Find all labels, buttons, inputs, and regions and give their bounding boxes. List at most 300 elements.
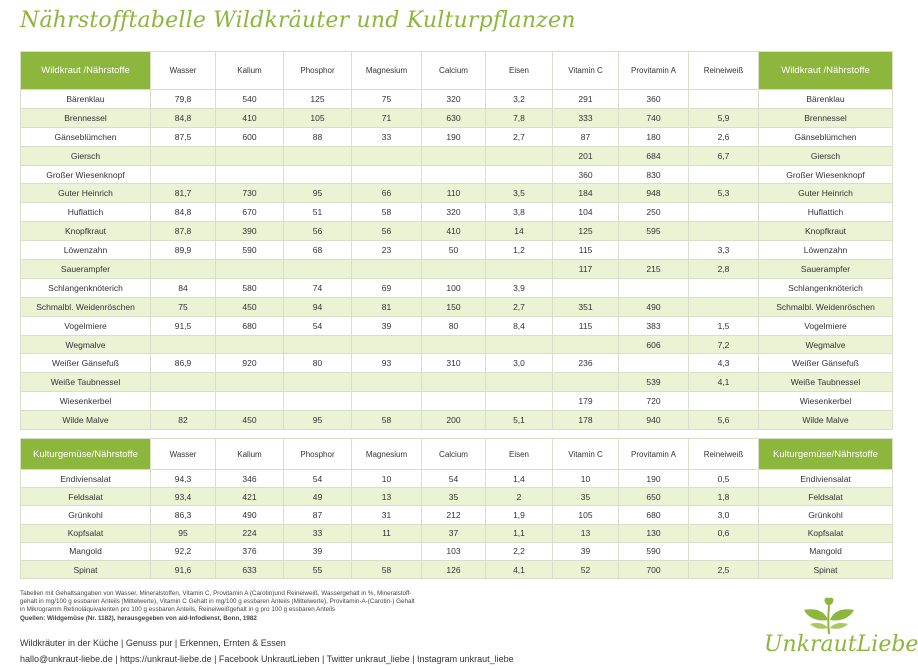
table-row	[21, 373, 893, 392]
name-column-header: Kulturgemüse/Nährstoffe	[21, 439, 151, 470]
value-cell: 2,7	[486, 127, 553, 146]
value-cell	[151, 373, 216, 392]
value-cell: 54	[284, 470, 352, 488]
value-cell: 390	[216, 222, 284, 241]
value-cell: 84,8	[151, 108, 216, 127]
value-cell: 360	[619, 90, 689, 109]
value-cell: 410	[216, 108, 284, 127]
value-cell: 421	[216, 488, 284, 506]
row-name-cell: Knopfkraut	[21, 222, 151, 241]
table-header-row	[21, 52, 893, 90]
value-cell: 74	[284, 278, 352, 297]
value-cell	[486, 392, 553, 411]
value-cell: 680	[216, 316, 284, 335]
row-name-cell: Endiviensalat	[21, 470, 151, 488]
table-row	[21, 203, 893, 222]
name-column-header: Wildkraut /Nährstoffe	[21, 52, 151, 90]
column-header: Provitamin A	[619, 439, 689, 470]
value-cell	[216, 146, 284, 165]
row-name-cell: Grünkohl	[759, 506, 893, 524]
value-cell: 179	[553, 392, 619, 411]
row-name-cell: Kopfsalat	[759, 524, 893, 542]
row-name-cell: Brennessel	[21, 108, 151, 127]
value-cell: 720	[619, 392, 689, 411]
value-cell	[151, 335, 216, 354]
value-cell: 590	[619, 542, 689, 560]
value-cell	[352, 392, 422, 411]
footnote-source: Quellen: Wildgemüse (Nr. 1182), herausgegeben von aid-Infodienst, Bonn, 1982	[20, 614, 257, 622]
value-cell: 4,3	[689, 354, 759, 373]
value-cell: 79,8	[151, 90, 216, 109]
value-cell: 52	[553, 560, 619, 578]
value-cell: 0,6	[689, 524, 759, 542]
value-cell: 376	[216, 542, 284, 560]
value-cell: 80	[422, 316, 486, 335]
value-cell: 920	[216, 354, 284, 373]
value-cell: 94,3	[151, 470, 216, 488]
value-cell: 95	[284, 184, 352, 203]
value-cell: 87	[284, 506, 352, 524]
table-row	[21, 241, 893, 260]
value-cell: 212	[422, 506, 486, 524]
value-cell: 91,6	[151, 560, 216, 578]
value-cell: 383	[619, 316, 689, 335]
value-cell	[151, 260, 216, 279]
value-cell: 39	[553, 542, 619, 560]
value-cell	[422, 146, 486, 165]
value-cell: 75	[352, 90, 422, 109]
value-cell: 39	[352, 316, 422, 335]
value-cell: 320	[422, 90, 486, 109]
column-header: Calcium	[422, 52, 486, 90]
table-row	[21, 127, 893, 146]
row-name-cell: Weißer Gänsefuß	[759, 354, 893, 373]
value-cell: 8,4	[486, 316, 553, 335]
value-cell: 3,8	[486, 203, 553, 222]
value-cell: 88	[284, 127, 352, 146]
table-row	[21, 524, 893, 542]
column-header: Phosphor	[284, 439, 352, 470]
column-header: Vitamin C	[553, 439, 619, 470]
row-name-cell: Giersch	[759, 146, 893, 165]
value-cell: 3,2	[486, 90, 553, 109]
row-name-cell: Weißer Gänsefuß	[21, 354, 151, 373]
value-cell	[689, 392, 759, 411]
value-cell: 580	[216, 278, 284, 297]
value-cell	[422, 392, 486, 411]
value-cell: 13	[553, 524, 619, 542]
footnote	[20, 590, 520, 623]
column-header: Vitamin C	[553, 52, 619, 90]
column-header: Kalium	[216, 52, 284, 90]
row-name-cell: Vogelmiere	[21, 316, 151, 335]
table-header-row	[21, 439, 893, 470]
value-cell: 54	[284, 316, 352, 335]
value-cell	[553, 335, 619, 354]
value-cell: 33	[352, 127, 422, 146]
kulturgemuese-nutrient-table	[20, 438, 893, 579]
value-cell: 190	[619, 470, 689, 488]
value-cell: 92,2	[151, 542, 216, 560]
value-cell: 49	[284, 488, 352, 506]
value-cell: 333	[553, 108, 619, 127]
row-name-cell: Löwenzahn	[21, 241, 151, 260]
row-name-cell: Wilde Malve	[759, 411, 893, 430]
value-cell: 71	[352, 108, 422, 127]
value-cell: 2	[486, 488, 553, 506]
value-cell: 5,1	[486, 411, 553, 430]
value-cell: 600	[216, 127, 284, 146]
value-cell	[486, 335, 553, 354]
value-cell: 680	[619, 506, 689, 524]
value-cell	[284, 335, 352, 354]
value-cell: 81,7	[151, 184, 216, 203]
value-cell	[486, 146, 553, 165]
value-cell: 50	[422, 241, 486, 260]
row-name-cell: Guter Heinrich	[21, 184, 151, 203]
value-cell: 1,1	[486, 524, 553, 542]
table-row	[21, 184, 893, 203]
value-cell: 2,2	[486, 542, 553, 560]
value-cell: 590	[216, 241, 284, 260]
value-cell: 87,5	[151, 127, 216, 146]
value-cell: 115	[553, 316, 619, 335]
value-cell: 224	[216, 524, 284, 542]
value-cell: 95	[151, 524, 216, 542]
table-row	[21, 260, 893, 279]
value-cell: 39	[284, 542, 352, 560]
value-cell: 539	[619, 373, 689, 392]
table-row	[21, 278, 893, 297]
value-cell: 310	[422, 354, 486, 373]
value-cell: 595	[619, 222, 689, 241]
value-cell	[422, 335, 486, 354]
value-cell: 360	[553, 165, 619, 184]
table-row	[21, 542, 893, 560]
row-name-cell: Bärenklau	[759, 90, 893, 109]
table-row	[21, 560, 893, 578]
value-cell: 93,4	[151, 488, 216, 506]
value-cell	[689, 278, 759, 297]
table-row	[21, 470, 893, 488]
value-cell: 87,8	[151, 222, 216, 241]
row-name-cell: Wilde Malve	[21, 411, 151, 430]
value-cell	[216, 392, 284, 411]
value-cell: 351	[553, 297, 619, 316]
value-cell: 200	[422, 411, 486, 430]
value-cell: 69	[352, 278, 422, 297]
column-header: Phosphor	[284, 52, 352, 90]
row-name-cell: Vogelmiere	[759, 316, 893, 335]
table-row	[21, 392, 893, 411]
value-cell: 86,9	[151, 354, 216, 373]
value-cell	[216, 165, 284, 184]
value-cell	[689, 165, 759, 184]
row-name-cell: Endiviensalat	[759, 470, 893, 488]
value-cell	[352, 542, 422, 560]
value-cell	[689, 222, 759, 241]
value-cell: 5,9	[689, 108, 759, 127]
row-name-cell: Bärenklau	[21, 90, 151, 109]
page-title: Nährstofftabelle Wildkräuter und Kulturpflanzen	[20, 8, 576, 33]
value-cell	[151, 165, 216, 184]
value-cell: 291	[553, 90, 619, 109]
value-cell: 7,8	[486, 108, 553, 127]
value-cell	[352, 165, 422, 184]
table-row	[21, 90, 893, 109]
row-name-cell: Feldsalat	[759, 488, 893, 506]
value-cell: 56	[284, 222, 352, 241]
value-cell: 33	[284, 524, 352, 542]
footer-tagline: Wildkräuter in der Küche | Genuss pur | Erkennen, Ernten & Essen	[20, 638, 286, 648]
table-row	[21, 165, 893, 184]
value-cell	[216, 335, 284, 354]
row-name-cell: Schlangenknöterich	[759, 278, 893, 297]
value-cell	[422, 260, 486, 279]
row-name-cell: Schmalbl. Weidenröschen	[759, 297, 893, 316]
value-cell: 1,9	[486, 506, 553, 524]
value-cell	[151, 392, 216, 411]
value-cell: 2,6	[689, 127, 759, 146]
row-name-cell: Sauerampfer	[759, 260, 893, 279]
row-name-cell: Schmalbl. Weidenröschen	[21, 297, 151, 316]
value-cell: 830	[619, 165, 689, 184]
value-cell	[689, 542, 759, 560]
value-cell: 633	[216, 560, 284, 578]
value-cell: 104	[553, 203, 619, 222]
row-name-cell: Wiesenkerbel	[759, 392, 893, 411]
unkrautliebe-logo	[764, 598, 918, 664]
table-row	[21, 297, 893, 316]
value-cell: 650	[619, 488, 689, 506]
column-header: Eisen	[486, 439, 553, 470]
value-cell: 58	[352, 560, 422, 578]
row-name-cell: Gänseblümchen	[759, 127, 893, 146]
value-cell: 51	[284, 203, 352, 222]
value-cell: 2,8	[689, 260, 759, 279]
row-name-cell: Kopfsalat	[21, 524, 151, 542]
value-cell: 11	[352, 524, 422, 542]
name-column-header: Wildkraut /Nährstoffe	[759, 52, 893, 90]
row-name-cell: Großer Wiesenknopf	[759, 165, 893, 184]
value-cell: 490	[619, 297, 689, 316]
row-name-cell: Grünkohl	[21, 506, 151, 524]
column-header: Reineiweiß	[689, 52, 759, 90]
value-cell	[352, 373, 422, 392]
value-cell: 540	[216, 90, 284, 109]
value-cell: 89,9	[151, 241, 216, 260]
table-row	[21, 222, 893, 241]
value-cell: 115	[553, 241, 619, 260]
column-header: Eisen	[486, 52, 553, 90]
value-cell: 700	[619, 560, 689, 578]
column-header: Magnesium	[352, 439, 422, 470]
value-cell: 670	[216, 203, 284, 222]
value-cell: 1,4	[486, 470, 553, 488]
value-cell: 6,7	[689, 146, 759, 165]
table-row	[21, 488, 893, 506]
value-cell: 606	[619, 335, 689, 354]
row-name-cell: Gänseblümchen	[21, 127, 151, 146]
value-cell: 75	[151, 297, 216, 316]
table-row	[21, 506, 893, 524]
value-cell: 3,9	[486, 278, 553, 297]
table-row	[21, 108, 893, 127]
value-cell: 201	[553, 146, 619, 165]
row-name-cell: Giersch	[21, 146, 151, 165]
value-cell: 105	[553, 506, 619, 524]
value-cell: 740	[619, 108, 689, 127]
value-cell: 178	[553, 411, 619, 430]
value-cell: 13	[352, 488, 422, 506]
value-cell: 3,0	[689, 506, 759, 524]
value-cell: 2,5	[689, 560, 759, 578]
value-cell: 80	[284, 354, 352, 373]
footer-contact-links[interactable]: hallo@unkraut-liebe.de | https://unkraut-liebe.de | Facebook UnkrautLieben | Twitter unkraut_liebe | Instagram unkraut_liebe	[20, 654, 514, 664]
value-cell: 730	[216, 184, 284, 203]
row-name-cell: Mangold	[759, 542, 893, 560]
table-row	[21, 354, 893, 373]
column-header: Kalium	[216, 439, 284, 470]
value-cell: 940	[619, 411, 689, 430]
column-header: Reineiweiß	[689, 439, 759, 470]
value-cell	[216, 373, 284, 392]
value-cell	[422, 373, 486, 392]
column-header: Provitamin A	[619, 52, 689, 90]
name-column-header: Kulturgemüse/Nährstoffe	[759, 439, 893, 470]
value-cell: 91,5	[151, 316, 216, 335]
row-name-cell: Sauerampfer	[21, 260, 151, 279]
value-cell: 346	[216, 470, 284, 488]
value-cell	[151, 146, 216, 165]
value-cell: 1,5	[689, 316, 759, 335]
value-cell: 81	[352, 297, 422, 316]
value-cell	[352, 335, 422, 354]
value-cell: 100	[422, 278, 486, 297]
value-cell: 2,7	[486, 297, 553, 316]
value-cell: 55	[284, 560, 352, 578]
row-name-cell: Wegmalve	[759, 335, 893, 354]
value-cell	[553, 373, 619, 392]
value-cell: 320	[422, 203, 486, 222]
row-name-cell: Huflattich	[759, 203, 893, 222]
row-name-cell: Brennessel	[759, 108, 893, 127]
value-cell	[689, 90, 759, 109]
value-cell	[689, 203, 759, 222]
value-cell: 236	[553, 354, 619, 373]
row-name-cell: Weiße Taubnessel	[21, 373, 151, 392]
value-cell: 130	[619, 524, 689, 542]
value-cell: 117	[553, 260, 619, 279]
value-cell	[352, 260, 422, 279]
logo-wordmark: UnkrautLiebe	[764, 632, 918, 657]
value-cell: 5,3	[689, 184, 759, 203]
row-name-cell: Großer Wiesenknopf	[21, 165, 151, 184]
value-cell: 184	[553, 184, 619, 203]
row-name-cell: Guter Heinrich	[759, 184, 893, 203]
value-cell	[619, 241, 689, 260]
row-name-cell: Schlangenknöterich	[21, 278, 151, 297]
column-header: Calcium	[422, 439, 486, 470]
value-cell: 4,1	[689, 373, 759, 392]
value-cell: 4,1	[486, 560, 553, 578]
column-header: Wasser	[151, 439, 216, 470]
value-cell: 450	[216, 297, 284, 316]
value-cell: 35	[422, 488, 486, 506]
value-cell: 58	[352, 203, 422, 222]
footnote-line: gehalt in mg/100 g essbaren Anteils (Mittelwerte), Vitamin C Gehalt in mg/100 g essbaren Anteils (Mittelwerte), Provitamin-A-(Carotin-) Gehalt	[20, 598, 415, 606]
value-cell	[216, 260, 284, 279]
row-name-cell: Weiße Taubnessel	[759, 373, 893, 392]
table-row	[21, 335, 893, 354]
row-name-cell: Löwenzahn	[759, 241, 893, 260]
value-cell: 87	[553, 127, 619, 146]
value-cell: 490	[216, 506, 284, 524]
value-cell: 190	[422, 127, 486, 146]
value-cell: 84,8	[151, 203, 216, 222]
value-cell: 7,2	[689, 335, 759, 354]
value-cell: 110	[422, 184, 486, 203]
row-name-cell: Knopfkraut	[759, 222, 893, 241]
value-cell: 105	[284, 108, 352, 127]
value-cell	[284, 373, 352, 392]
value-cell: 1,2	[486, 241, 553, 260]
value-cell: 56	[352, 222, 422, 241]
value-cell	[619, 278, 689, 297]
footnote-line: in Mikrogramm Retinoläquivalenten pro 100 g essbaren Anteils, Reineiweißgehalt in g pro 100 g essbaren Anteils	[20, 606, 336, 614]
value-cell: 180	[619, 127, 689, 146]
value-cell: 23	[352, 241, 422, 260]
value-cell: 125	[284, 90, 352, 109]
value-cell	[352, 146, 422, 165]
column-header: Magnesium	[352, 52, 422, 90]
footnote-line: Tabellen mit Gehaltsangaben von Wasser, Mineralstoffen, Vitamin C, Provitamin A (Carotin)und Reineiweiß, Wassergehalt in %, Mineralstoff-	[20, 590, 412, 597]
value-cell: 37	[422, 524, 486, 542]
column-header: Wasser	[151, 52, 216, 90]
value-cell	[486, 260, 553, 279]
value-cell: 31	[352, 506, 422, 524]
value-cell: 82	[151, 411, 216, 430]
row-name-cell: Mangold	[21, 542, 151, 560]
value-cell: 35	[553, 488, 619, 506]
value-cell: 14	[486, 222, 553, 241]
value-cell: 54	[422, 470, 486, 488]
value-cell: 250	[619, 203, 689, 222]
row-name-cell: Huflattich	[21, 203, 151, 222]
value-cell: 215	[619, 260, 689, 279]
value-cell: 125	[553, 222, 619, 241]
value-cell: 630	[422, 108, 486, 127]
row-name-cell: Spinat	[759, 560, 893, 578]
value-cell: 95	[284, 411, 352, 430]
value-cell	[422, 165, 486, 184]
table-row	[21, 316, 893, 335]
value-cell: 3,0	[486, 354, 553, 373]
value-cell: 948	[619, 184, 689, 203]
value-cell	[486, 373, 553, 392]
leaf-sprout-icon	[798, 598, 860, 634]
value-cell	[486, 165, 553, 184]
value-cell	[284, 146, 352, 165]
table-row	[21, 411, 893, 430]
value-cell: 1,8	[689, 488, 759, 506]
row-name-cell: Spinat	[21, 560, 151, 578]
value-cell	[619, 354, 689, 373]
table-row	[21, 146, 893, 165]
value-cell: 68	[284, 241, 352, 260]
value-cell	[553, 278, 619, 297]
wildkraut-nutrient-table	[20, 51, 893, 430]
